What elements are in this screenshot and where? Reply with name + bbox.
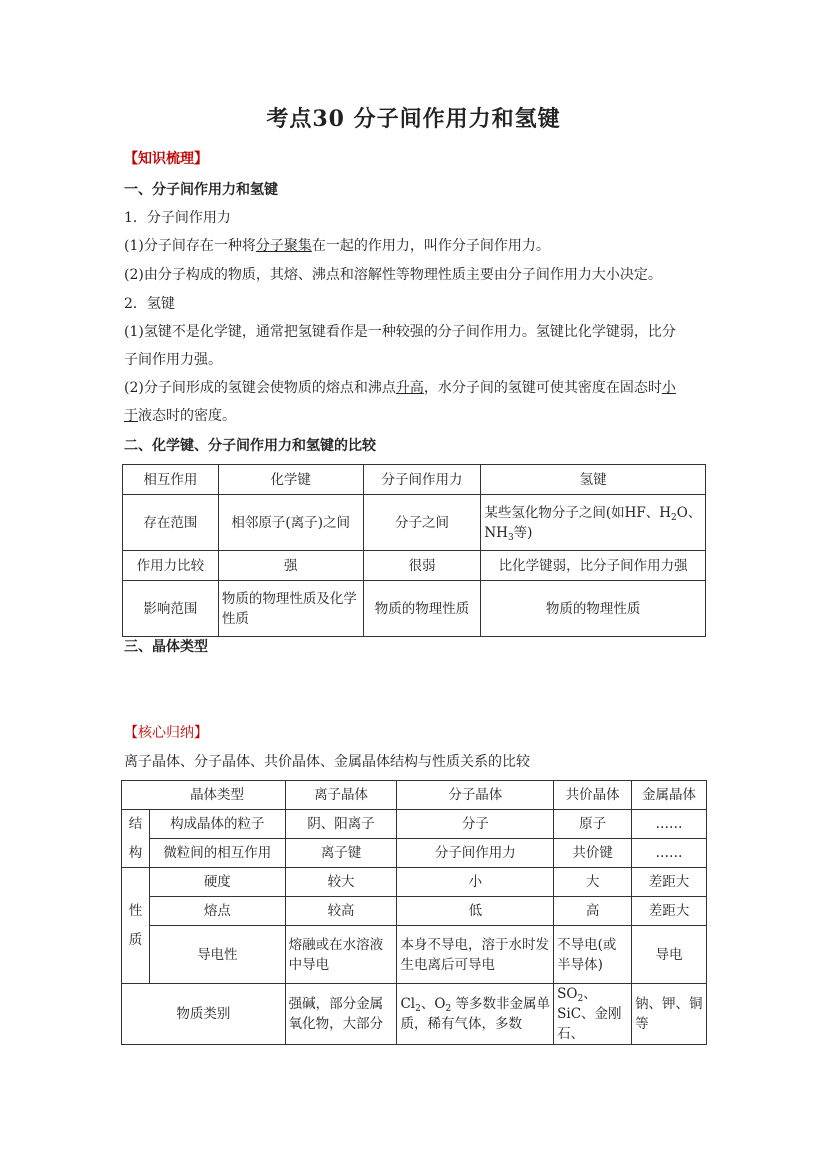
table-cell: 存在范围 xyxy=(123,495,219,551)
table-header: 金属晶体 xyxy=(632,781,707,810)
page-title: 考点30 分子间作用力和氢键 xyxy=(266,106,561,132)
table-cell: 微粒间的相互作用 xyxy=(149,839,285,868)
table-cell: 分子之间 xyxy=(363,495,481,551)
table-header: 化学键 xyxy=(218,465,363,495)
table-cell: 分子间作用力 xyxy=(397,839,554,868)
table-header: 分子晶体 xyxy=(397,781,554,810)
table-cell: 构成晶体的粒子 xyxy=(149,810,285,839)
table-cell: 强碱，部分金属氧化物，大部分 xyxy=(285,984,397,1045)
intro-text: 离子晶体、分子晶体、共价晶体、金属晶体结构与性质关系的比较 xyxy=(124,754,530,770)
table-header: 氢键 xyxy=(481,465,706,495)
table-cell: 离子键 xyxy=(285,839,397,868)
table-row xyxy=(122,839,707,868)
table-cell: 差距大 xyxy=(632,868,707,897)
paragraph-4-line2: 于液态时的密度。 xyxy=(124,408,236,424)
table-cell: 分子 xyxy=(397,810,554,839)
table-cell: 硬度 xyxy=(149,868,285,897)
table-row xyxy=(122,897,707,926)
table-cell: 阴、阳离子 xyxy=(285,810,397,839)
subheading-2: 2．氢键 xyxy=(124,296,175,312)
paragraph-3-line2: 子间作用力强。 xyxy=(124,352,222,368)
table-cell: 差距大 xyxy=(632,897,707,926)
table-cell: …… xyxy=(632,839,707,868)
table-row xyxy=(123,465,706,495)
table-cell: 物质的物理性质 xyxy=(363,581,481,637)
heading-1: 一、分子间作用力和氢键 xyxy=(124,182,278,198)
table-cell: 相邻原子(离子)之间 xyxy=(218,495,363,551)
paragraph-2: (2)由分子构成的物质，其熔、沸点和溶解性等物理性质主要由分子间作用力大小决定。 xyxy=(124,267,662,283)
section-tag-summary: 【核心归纳】 xyxy=(124,725,208,741)
table-row xyxy=(123,581,706,637)
table-cell: 不导电(或半导体) xyxy=(554,926,632,984)
table-header: 分子间作用力 xyxy=(363,465,481,495)
table-cell: 熔融或在水溶液中导电 xyxy=(285,926,397,984)
table-header: 相互作用 xyxy=(123,465,219,495)
table-cell: 强 xyxy=(218,551,363,581)
table-row xyxy=(122,781,707,810)
table-cell: 小 xyxy=(397,868,554,897)
table-cell: 熔点 xyxy=(149,897,285,926)
table-cell: 某些氢化物分子之间(如HF、$H_2O$、 $NH_3$等) xyxy=(481,495,706,551)
comparison-table xyxy=(122,464,706,637)
side-label: 性 xyxy=(122,897,150,926)
table-cell: 本身不导电，溶于水时发生电离后可导电 xyxy=(397,926,554,984)
table-cell: 较大 xyxy=(285,868,397,897)
table-header: 离子晶体 xyxy=(285,781,397,810)
table-cell: 影响范围 xyxy=(123,581,219,637)
section-tag-knowledge: 【知识梳理】 xyxy=(124,151,208,167)
paragraph-3-line1: (1)氢键不是化学键，通常把氢键看作是一种较强的分子间作用力。氢键比化学键弱，比分 xyxy=(124,324,676,340)
table-row xyxy=(122,984,707,1045)
table-cell: $Cl_2$、$O_2$ 等多数非金属单质，稀有气体，多数 xyxy=(397,984,554,1045)
side-label: 构 xyxy=(122,839,150,868)
table-cell: $SO_2$、SiC、金刚石、 xyxy=(554,984,632,1045)
table-cell: 低 xyxy=(397,897,554,926)
table-cell: 作用力比较 xyxy=(123,551,219,581)
table-cell: 导电 xyxy=(632,926,707,984)
side-label: 结 xyxy=(122,810,150,839)
heading-2: 二、化学键、分子间作用力和氢键的比较 xyxy=(124,438,376,454)
subheading-1: 1．分子间作用力 xyxy=(124,210,231,226)
table-cell: 钠、钾、铜等 xyxy=(632,984,707,1045)
table-cell: 很弱 xyxy=(363,551,481,581)
paragraph-1: (1)分子间存在一种将分子聚集在一起的作用力，叫作分子间作用力。 xyxy=(124,238,550,254)
table-row xyxy=(122,868,707,897)
table-cell: 高 xyxy=(554,897,632,926)
table-cell: …… xyxy=(632,810,707,839)
table-cell: 较高 xyxy=(285,897,397,926)
table-cell: 共价键 xyxy=(554,839,632,868)
heading-3: 三、晶体类型 xyxy=(124,639,208,655)
table-row xyxy=(122,926,707,984)
table-header: 共价晶体 xyxy=(554,781,632,810)
table-cell: 比化学键弱，比分子间作用力强 xyxy=(481,551,706,581)
paragraph-4-line1: (2)分子间形成的氢键会使物质的熔点和沸点升高，水分子间的氢键可使其密度在固态时小 xyxy=(124,380,676,396)
table-row xyxy=(123,495,706,551)
table-cell: 物质的物理性质 xyxy=(481,581,706,637)
table-row xyxy=(123,551,706,581)
table-cell: 大 xyxy=(554,868,632,897)
table-cell: 物质类别 xyxy=(122,984,286,1045)
table-row xyxy=(122,810,707,839)
table-header: 晶体类型 xyxy=(149,781,285,810)
side-label: 质 xyxy=(122,926,150,984)
crystal-table xyxy=(121,780,707,1045)
table-cell: 物质的物理性质及化学性质 xyxy=(218,581,363,637)
table-cell: 原子 xyxy=(554,810,632,839)
table-cell: 导电性 xyxy=(149,926,285,984)
